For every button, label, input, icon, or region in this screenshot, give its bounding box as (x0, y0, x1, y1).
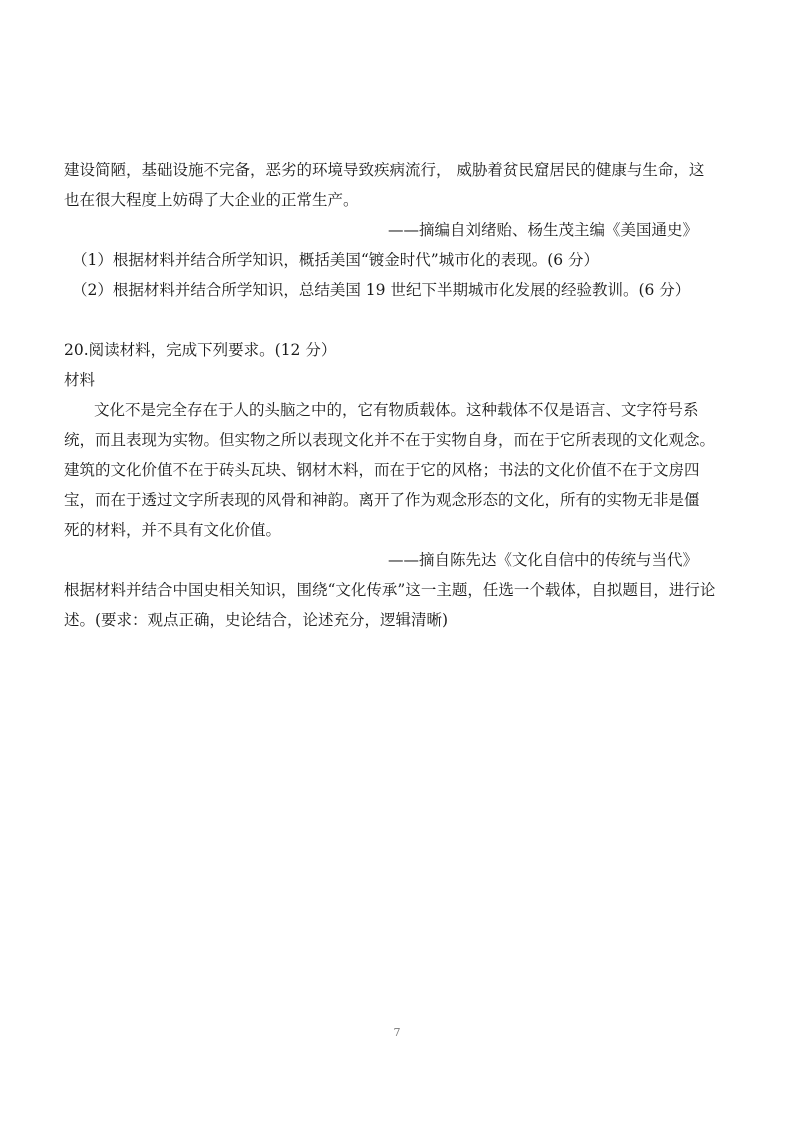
material-20-line-5: 死的材料，并不具有文化价值。 (64, 521, 282, 539)
material-20-line-3: 建筑的文化价值不在于砖头瓦块、钢材木料，而在于它的风格；书法的文化价值不在于文房四 (64, 461, 700, 479)
material-19-source: ——摘编自刘绪贻、杨生茂主编《美国通史》 (387, 221, 698, 239)
material-20-line-1: 文化不是完全存在于人的头脑之中的，它有物质载体。这种载体不仅是语言、文字符号系 (94, 401, 699, 419)
question-19-part-2: （2）根据材料并结合所学知识，总结美国 19 世纪下半期城市化发展的经验教训。(6 分） (72, 281, 691, 299)
question-20-prompt-line-2: 述。(要求：观点正确，史论结合，论述充分，逻辑清晰) (64, 611, 449, 629)
page-number: 7 (393, 1026, 401, 1039)
material-20-source: ——摘自陈先达《文化自信中的传统与当代》 (387, 551, 698, 569)
material-20-line-4: 宝，而在于透过文字所表现的风骨和神韵。离开了作为观念形态的文化，所有的实物无非是僵 (64, 491, 700, 509)
material-20-line-2: 统，而且表现为实物。但实物之所以表现文化并不在于实物自身，而在于它所表现的文化观念。 (64, 431, 716, 449)
material-label: 材料 (64, 371, 96, 389)
question-20-header: 20.阅读材料，完成下列要求。(12 分） (64, 341, 337, 359)
question-20-prompt-line-1: 根据材料并结合中国史相关知识，围绕“文化传承”这一主题，任选一个载体，自拟题目，进行论 (64, 581, 716, 599)
question-19-part-1: （1）根据材料并结合所学知识，概括美国“镀金时代”城市化的表现。(6 分） (72, 251, 600, 269)
material-19-line-1: 建设简陋，基础设施不完备，恶劣的环境导致疾病流行， 威胁着贫民窟居民的健康与生命，这 (64, 161, 705, 179)
material-19-line-2: 也在很大程度上妨碍了大企业的正常生产。 (64, 191, 359, 209)
